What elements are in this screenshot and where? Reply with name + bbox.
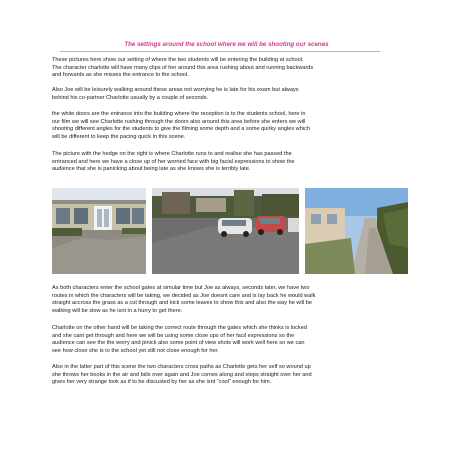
paragraph-cross-paths	[52, 364, 408, 387]
paragraph-school-gates	[52, 285, 408, 316]
paragraph-line: will be different to keep the pacing quick in this scene.	[52, 134, 186, 141]
paragraph-charlotte-route	[52, 325, 408, 356]
paragraph-line: our film we will see Charlotte rushing through the doors also around this area before she enters we will	[52, 118, 306, 125]
page-title: The settings around the school where we will be shooting our scenes	[124, 41, 329, 48]
title-divider	[60, 51, 380, 52]
paragraph-line: audience can see the the worry and pinick also some point of view shots will work well here so we can	[52, 340, 305, 347]
paragraph-line: see how close she is to the school yet still not close enough for her.	[52, 348, 219, 355]
car-park-photo	[152, 188, 299, 274]
hedge-path-photo	[305, 188, 408, 274]
paragraph-line: the white doors are the entrance into the building where the reception is to the students school, here in	[52, 111, 306, 117]
car-park-image	[152, 188, 299, 274]
paragraph-line: shooting different angles for the students to give the filming some depth and a some quirky angles which	[52, 126, 310, 133]
paragraph-line: These pictures here show our setting of where the two students will be entering the building at school.	[52, 57, 304, 63]
paragraph-hedge	[52, 151, 408, 174]
paragraph-line: and she cant get through and here we will be using some close ups of her facil expressions so the	[52, 332, 295, 339]
paragraph-line: entranced and here we have a close up of her worried face with big facial expressions to show the	[52, 158, 295, 165]
paragraph-line: Also Joe will be leisurely walking around these areas not worrying he is late for his exam but always	[52, 87, 299, 93]
paragraph-joe	[52, 87, 408, 102]
paragraph-setting	[52, 57, 408, 80]
paragraph-line: walking will be slow as he isnt in a hurry to get there.	[52, 308, 183, 315]
paragraph-line: straight accross the grass as a cut through and kick some leaves to show this and also the way he will be	[52, 300, 312, 307]
school-entrance-photo	[52, 188, 146, 274]
paragraph-line: As both characters enter the school gates at simular time but Joe as always, seconds later, we have two	[52, 285, 310, 291]
paragraph-white-doors	[52, 111, 408, 142]
paragraph-line: gives her very strange look as if to be discusted by her as she isnt “cool” enough for him.	[52, 379, 272, 386]
paragraph-line: Charlotte on the other hand will be taking the correct route through the gates which she thinks is locked	[52, 325, 307, 331]
paragraph-line: behind his co-partner Charlotte usually by a couple of seconds.	[52, 94, 209, 101]
paragraph-line: Also in the latter part of this scene the two characters cross paths as Charlotte gets her self so wound up	[52, 364, 311, 370]
paragraph-line: The picture with the hedge on the right is where Charlotte runs to and realise she has passed the	[52, 151, 292, 157]
paragraph-line: and forwards as she misses the entrance to the school.	[52, 72, 189, 79]
paragraph-line: routes in which the characters will be taking, we decided as Joe doesnt care and is lay back he would walk	[52, 292, 316, 299]
hedge-path-image	[305, 188, 408, 274]
paragraph-line: she throws her books in the air and falls over again and Joe comes along and steps straight over her and	[52, 371, 312, 378]
paragraph-line: The character charlotte will have many clips of her around this area rushing about and running backwards	[52, 64, 314, 71]
school-entrance-image	[52, 188, 146, 274]
paragraph-line: audience that she is panicking about being late as she knows she is terribly late.	[52, 166, 251, 173]
